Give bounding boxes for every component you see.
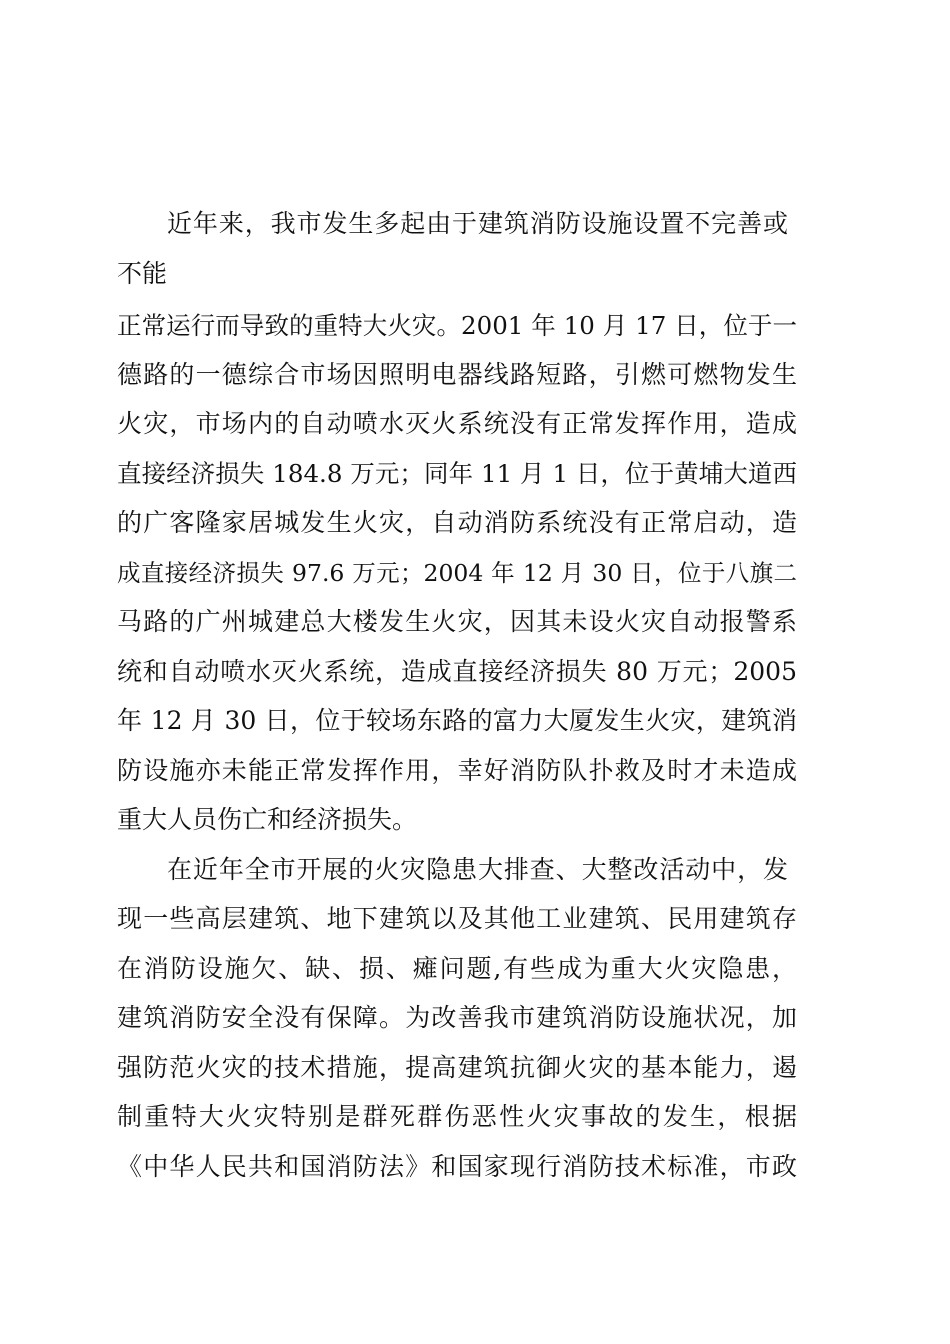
- paragraph-1-line-4: 德路的一德综合市场因照明电器线路短路，引燃可燃物发生: [117, 360, 797, 389]
- paragraph-1-line-12: 防设施亦未能正常发挥作用，幸好消防队扑救及时才未造成: [117, 756, 797, 785]
- paragraph-1-line-13: 重大人员伤亡和经济损失。: [117, 805, 418, 834]
- paragraph-2-line-2: 现一些高层建筑、地下建筑以及其他工业建筑、民用建筑存: [117, 904, 797, 933]
- paragraph-1-line-10: 统和自动喷水灭火系统，造成直接经济损失 80 万元；2005: [117, 657, 797, 686]
- paragraph-1-line-5: 火灾，市场内的自动喷水灭火系统没有正常发挥作用，造成: [117, 409, 797, 438]
- paragraph-1-line-9: 马路的广州城建总大楼发生火灾，因其未设火灾自动报警系: [117, 607, 797, 636]
- paragraph-2-line-1: 在近年全市开展的火灾隐患大排查、大整改活动中，发: [167, 855, 788, 884]
- paragraph-2-line-7: 《中华人民共和国消防法》和国家现行消防技术标准，市政: [117, 1152, 797, 1181]
- paragraph-1-line-3: 正常运行而导致的重特大火灾。2001 年 10 月 17 日，位于一: [117, 311, 797, 340]
- paragraph-2-line-5: 强防范火灾的技术措施，提高建筑抗御火灾的基本能力，遏: [117, 1053, 797, 1082]
- paragraph-1-line-2: 不能: [117, 259, 168, 288]
- paragraph-1-line-7: 的广客隆家居城发生火灾，自动消防系统没有正常启动，造: [117, 508, 797, 537]
- paragraph-2-line-3: 在消防设施欠、缺、损、瘫问题,有些成为重大火灾隐患，: [117, 954, 797, 983]
- paragraph-1-line-11: 年 12 月 30 日，位于较场东路的富力大厦发生火灾，建筑消: [117, 706, 797, 735]
- paragraph-2-line-6: 制重特大火灾特别是群死群伤恶性火灾事故的发生，根据: [117, 1102, 797, 1131]
- paragraph-1-line-1: 近年来，我市发生多起由于建筑消防设施设置不完善或: [167, 209, 788, 238]
- paragraph-1-line-8: 成直接经济损失 97.6 万元；2004 年 12 月 30 日，位于八旗二: [117, 559, 797, 587]
- paragraph-2-line-4: 建筑消防安全没有保障。为改善我市建筑消防设施状况，加: [117, 1003, 797, 1032]
- paragraph-1-line-6: 直接经济损失 184.8 万元；同年 11 月 1 日，位于黄埔大道西: [117, 459, 797, 488]
